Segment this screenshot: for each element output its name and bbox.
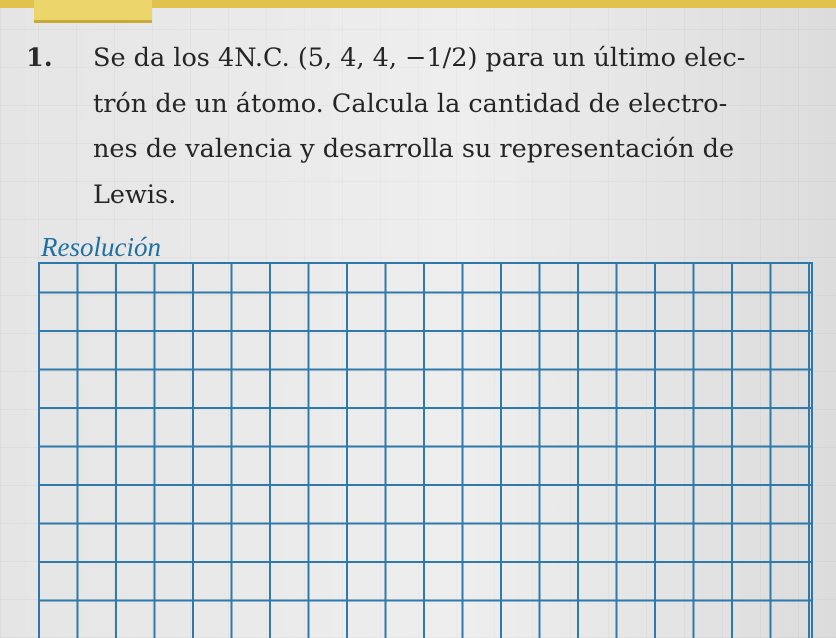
problem-line: trón de un átomo. Calcula la cantidad de electro- — [93, 89, 728, 119]
problem-number: 1. — [26, 43, 53, 73]
resolution-title: Resolución — [41, 232, 161, 262]
top-tab — [34, 0, 152, 23]
answer-grid[interactable] — [38, 262, 813, 638]
problem-line: nes de valencia y desarrolla su representación de — [93, 134, 735, 164]
problem-line: Lewis. — [93, 180, 177, 210]
problem-line: Se da los 4N.C. (5, 4, 4, −1/2) para un último elec- — [93, 43, 746, 73]
